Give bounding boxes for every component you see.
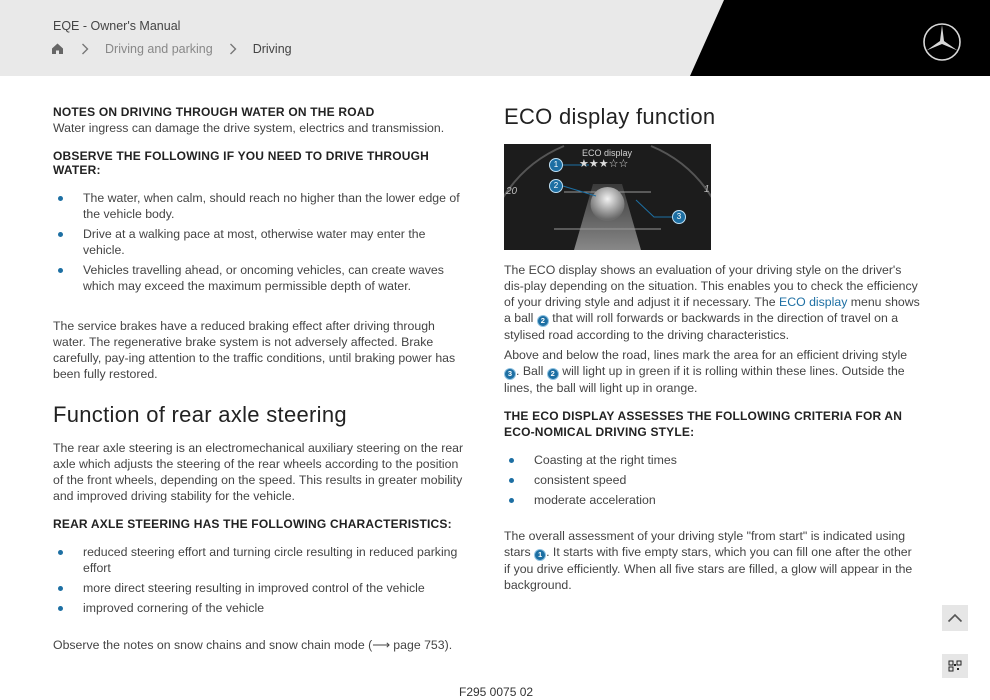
image-reference-code: F295 0075 02: [459, 685, 534, 699]
eco-p1-text-a: The ECO display shows an evaluation of your driving style on the driver's dis-play depending on the situation. This enables you to check the efficiency of your driving style and adjust it if necessary. The: [504, 263, 918, 309]
breadcrumb: [51, 42, 292, 56]
eco-p2-text-b: . Ball: [516, 364, 544, 378]
eco-p3-text-b: . It starts with five empty stars, which you can fill one after the other if you drive efficiently. When all five stars are filled, a glow will appear in the background.: [504, 545, 913, 592]
svg-text:1: 1: [704, 184, 710, 195]
list-item: The water, when calm, should reach no higher than the lower edge of the vehicle body.: [53, 190, 467, 222]
list-item: Drive at a walking pace at most, otherwise water may enter the vehicle.: [53, 226, 467, 258]
notes-text: Water ingress can damage the drive system, electrics and transmission.: [53, 121, 445, 135]
rear-axle-heading: REAR AXLE STEERING HAS THE FOLLOWING CHARACTERISTICS:: [53, 517, 452, 531]
eco-paragraph-1: [504, 262, 920, 343]
chevron-up-icon: [947, 613, 963, 623]
observe-heading: OBSERVE THE FOLLOWING IF YOU NEED TO DRIVE THROUGH WATER:: [53, 149, 430, 177]
callout-2: 2: [549, 179, 563, 193]
list-item: moderate acceleration: [504, 492, 920, 508]
list-item: Coasting at the right times: [504, 452, 920, 468]
eco-p3-text-a: The overall assessment of your driving style "from start" is indicated using stars: [504, 529, 906, 559]
list-item: consistent speed: [504, 472, 920, 488]
eco-paragraph-2: [504, 347, 920, 396]
brakes-text: The service brakes have a reduced braking effect after driving through water. The regenerative brake system is not adversely affected. Brake carefully, pay-ing attention to the traffic conditions, until braking power has been fully restored.: [53, 319, 456, 381]
ball-2-icon: 2: [537, 315, 549, 327]
mercedes-star-logo-icon: [922, 22, 962, 62]
breadcrumb-current: Driving: [252, 42, 292, 56]
list-item: Vehicles travelling ahead, or oncoming vehicles, can create waves which may exceed the maximum permissible depth of water.: [53, 262, 467, 294]
svg-text:20: 20: [506, 186, 518, 197]
observe-note-prefix: Observe the notes on snow chains and snow chain mode (: [53, 638, 373, 652]
chevron-right-icon: [81, 43, 91, 55]
observe-note: [53, 637, 467, 653]
manual-title: EQE - Owner's Manual: [53, 19, 181, 33]
right-column: [504, 104, 920, 593]
callout-1: 1: [549, 158, 563, 172]
callout-3: 3: [672, 210, 686, 224]
water-bullet-list: [53, 190, 467, 294]
scroll-to-top-button[interactable]: [942, 605, 968, 631]
notes-heading: NOTES ON DRIVING THROUGH WATER ON THE ROAD: [53, 105, 375, 119]
page-reference-link[interactable]: page 753: [393, 638, 445, 652]
rear-axle-text: The rear axle steering is an electromechanical auxiliary steering on the rear axle which adjusts the steering of the rear wheels according to the position of the front wheels, depending on the speed. This results in greater mobility and improved driving stability for the vehicle.: [53, 441, 464, 503]
rear-axle-title: Function of rear axle steering: [53, 402, 347, 427]
eco-display-link[interactable]: ECO display: [779, 295, 848, 309]
arrow-right-icon: ⟶: [372, 638, 390, 652]
list-item: more direct steering resulting in improved control of the vehicle: [53, 580, 467, 596]
rear-axle-bullet-list: [53, 544, 467, 616]
left-column: [53, 105, 467, 653]
criteria-bullet-list: [504, 452, 920, 508]
eco-display-image: [504, 144, 711, 250]
observe-note-suffix: ).: [444, 638, 453, 652]
breadcrumb-link-driving-and-parking[interactable]: Driving and parking: [105, 42, 213, 56]
eco-p1-text-c: that will roll forwards or backwards in the direction of travel on a stylised road according to the driving characteristics.: [504, 311, 899, 342]
eco-display-title: ECO display function: [504, 104, 716, 129]
ball-2-icon: 2: [547, 368, 559, 380]
qr-code-button[interactable]: [942, 654, 968, 678]
list-item: reduced steering effort and turning circle resulting in reduced parking effort: [53, 544, 467, 576]
header: [0, 0, 990, 76]
ball-1-icon: 1: [534, 549, 546, 561]
eco-display-label: ECO display: [582, 148, 633, 158]
chevron-right-icon: [229, 43, 239, 55]
eco-p2-text-c: will light up in green if it is rolling within these lines. Outside the lines, the ball will light up in orange.: [504, 364, 905, 395]
home-icon[interactable]: [51, 42, 65, 56]
list-item: improved cornering of the vehicle: [53, 600, 467, 616]
criteria-heading: THE ECO DISPLAY ASSESSES THE FOLLOWING CRITERIA FOR AN ECO-NOMICAL DRIVING STYLE:: [504, 409, 903, 439]
ball-3-icon: 3: [504, 368, 516, 380]
eco-stars: ★★★☆☆: [579, 158, 629, 170]
eco-p1-text-b: menu shows a ball: [504, 295, 920, 325]
qr-code-icon: [948, 660, 962, 672]
eco-paragraph-3: [504, 528, 920, 593]
eco-p2-text-a: Above and below the road, lines mark the area for an efficient driving style: [504, 348, 908, 362]
